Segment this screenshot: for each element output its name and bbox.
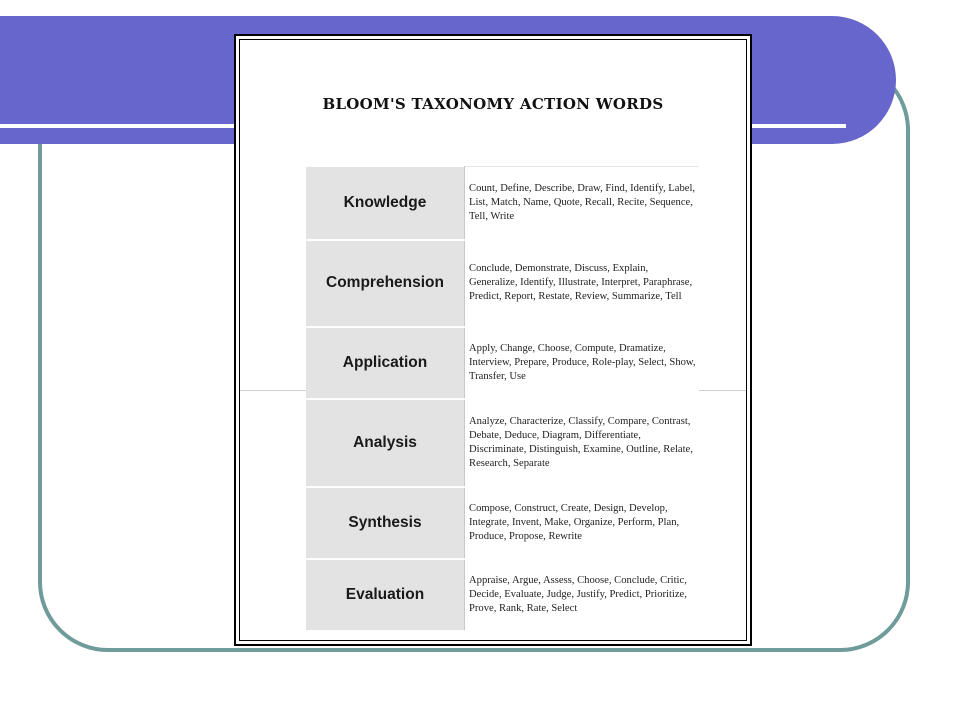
- taxonomy-document-image: [234, 34, 752, 646]
- document-title: BLOOM'S TAXONOMY ACTION WORDS: [322, 95, 664, 113]
- table-row: [306, 240, 699, 327]
- action-words-cell: Compose, Construct, Create, Design, Develop, Integrate, Invent, Make, Organize, Perform, Plan, Produce, Propose, Rewrite: [465, 487, 700, 559]
- action-words-cell: Appraise, Argue, Assess, Choose, Conclude, Critic, Decide, Evaluate, Judge, Justify, Predict, Prioritize, Prove, Rank, Rate, Select: [465, 559, 700, 631]
- level-cell: Synthesis: [306, 487, 465, 559]
- action-words-cell: Analyze, Characterize, Classify, Compare, Contrast, Debate, Deduce, Diagram, Differentiate, Discriminate, Distinguish, Examine, Outline, Relate, Research, Separate: [465, 399, 700, 487]
- document-inner-border: [239, 39, 747, 641]
- action-words-cell: Conclude, Demonstrate, Discuss, Explain, Generalize, Identify, Illustrate, Interpret, Paraphrase, Predict, Report, Restate, Review, Summarize, Tell: [465, 240, 700, 327]
- level-cell: Analysis: [306, 399, 465, 487]
- level-cell: Knowledge: [306, 167, 465, 240]
- action-words-cell: Count, Define, Describe, Draw, Find, Identify, Label, List, Match, Name, Quote, Recall, Recite, Sequence, Tell, Write: [465, 167, 700, 240]
- taxonomy-table: [306, 166, 699, 632]
- table-row: [306, 399, 699, 487]
- level-cell: Application: [306, 327, 465, 399]
- table-row: [306, 559, 699, 631]
- table-row: [306, 167, 699, 240]
- level-cell: Comprehension: [306, 240, 465, 327]
- table-row: [306, 327, 699, 399]
- level-cell: Evaluation: [306, 559, 465, 631]
- action-words-cell: Apply, Change, Choose, Compute, Dramatize, Interview, Prepare, Produce, Role-play, Select, Show, Transfer, Use: [465, 327, 700, 399]
- table-row: [306, 487, 699, 559]
